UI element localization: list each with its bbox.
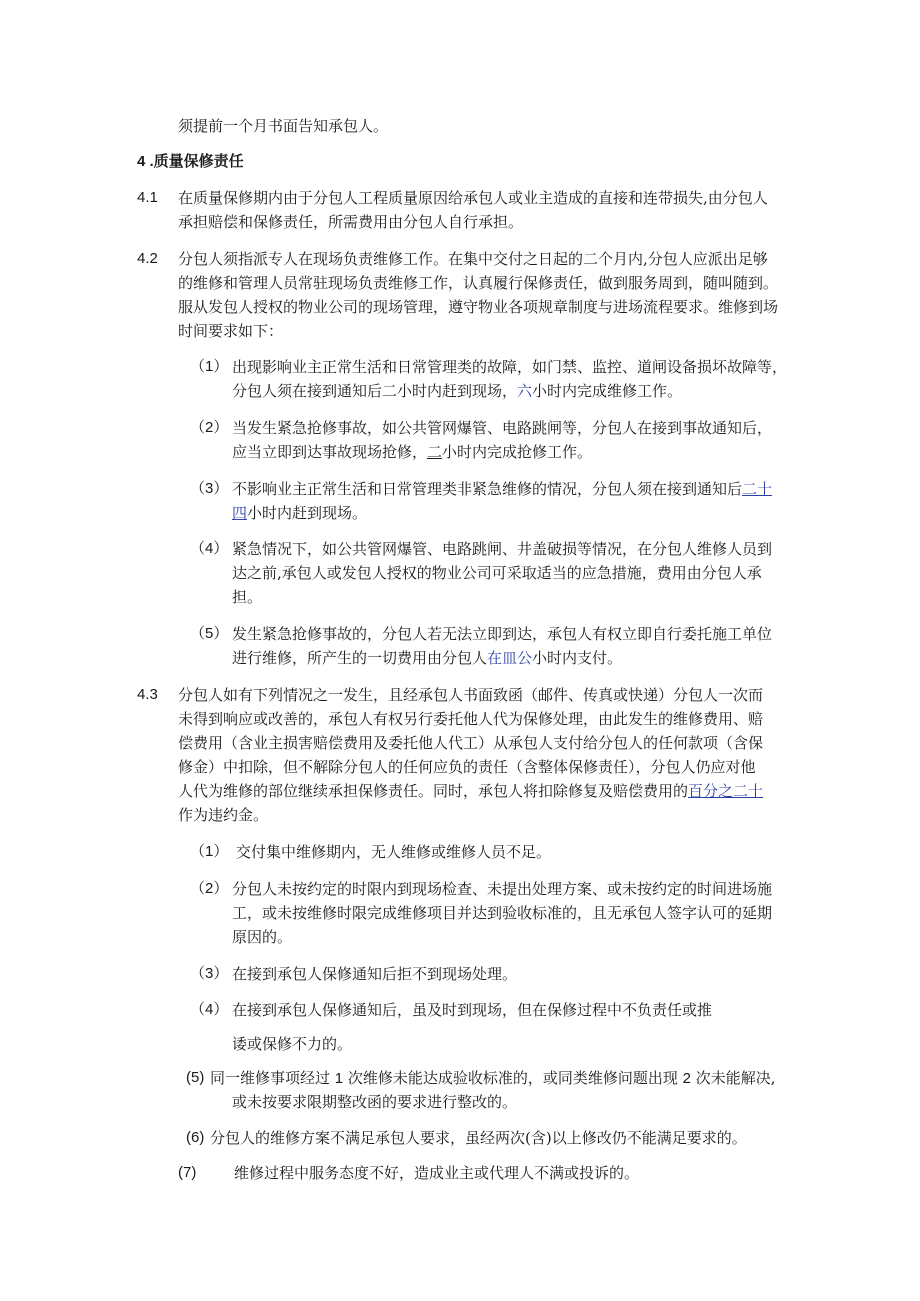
clause-4-2-number: 4.2 [137, 250, 158, 267]
item-number: 2 [682, 1070, 692, 1087]
clause-4-2-line: 服从发包人授权的物业公司的现场管理，遵守物业各项规章制度与进场流程要求。维修到场 [178, 298, 779, 316]
item-line: 紧急情况下，如公共管网爆管、电路跳闸、井盖破损等情况，在分包人维修人员到 [232, 540, 773, 558]
item-text: 小时内完成维修工作。 [532, 382, 683, 400]
item-label: （2） [190, 419, 229, 436]
item-text: 小时内支付。 [532, 649, 623, 667]
item-text: 不影响业主正常生活和日常管理类非紧急维修的情况，分包人须在接到通知后 [232, 480, 743, 498]
highlighted-value: 在皿公 [487, 649, 533, 667]
item-label: (7) [178, 1164, 197, 1181]
item-text: 小时内完成抢修工作。 [442, 443, 593, 461]
item-line: 达之前,承包人或发包人授权的物业公司可采取适当的应急措施，费用由分包人承 [232, 564, 762, 582]
item-text: 应当立即到达事故现场抢修， [232, 443, 428, 461]
item-label: (5) [186, 1069, 205, 1086]
clause-4-1-line: 在质量保修期内由于分包人工程质量原因给承包人或业主造成的直接和连带损失,由分包人 [178, 189, 768, 207]
item-line: 担。 [232, 588, 263, 606]
clause-4-3-line: 修金）中扣除，但不解除分包人的任何应负的责任（含整体保修责任），分包人仍应对他 [178, 758, 756, 776]
clause-4-2-line: 时间要求如下： [178, 322, 284, 340]
item-line [232, 503, 367, 523]
item-line [232, 479, 772, 499]
item-line: 交付集中维修期内，无人维修或维修人员不足。 [236, 843, 552, 861]
item-label: （5） [190, 625, 229, 642]
item-line [210, 1068, 776, 1089]
item-line [232, 442, 592, 462]
item-text: 同一维修事项经过 [210, 1069, 335, 1087]
clause-text: 人代为维修的部位继续承担保修责任。同时，承包人将扣除修复及赔偿费用的 [178, 782, 689, 800]
item-line: 在接到承包人保修通知后，虽及时到现场，但在保修过程中不负责任或推 [232, 1001, 713, 1019]
item-line: 在接到承包人保修通知后拒不到现场处理。 [232, 965, 518, 983]
clause-4-3-line: 分包人如有下列情况之一发生，且经承包人书面致函（邮件、传真或快递）分包人一次而 [178, 686, 764, 704]
highlighted-value: 六 [517, 382, 533, 400]
highlighted-value: 四 [232, 504, 248, 522]
clause-4-3-line [178, 781, 763, 801]
item-line: 诿或保修不力的。 [232, 1035, 353, 1053]
item-line: 或未按要求限期整改函的要求进行整改的。 [232, 1093, 518, 1111]
item-text: 进行维修，所产生的一切费用由分包人 [232, 649, 488, 667]
section-number: 4 [137, 153, 146, 170]
section-title: .质量保修责任 [149, 153, 244, 170]
item-line: 维修过程中服务态度不好，造成业主或代理人不满或投诉的。 [234, 1164, 640, 1182]
item-line [232, 648, 622, 668]
clause-4-3-number: 4.3 [137, 686, 158, 703]
item-line: 原因的。 [232, 928, 293, 946]
item-text: 次维修未能达成验收标准的，或同类维修问题出现 [343, 1069, 683, 1087]
clause-4-3-line: 未得到响应或改善的，承包人有权另行委托他人代为保修处理，由此发生的维修费用、赔 [178, 710, 764, 728]
item-line: 发生紧急抢修事故的，分包人若无法立即到达，承包人有权立即自行委托施工单位 [232, 625, 773, 643]
item-text: 分包人须在接到通知后二小时内赶到现场， [232, 382, 518, 400]
section-heading [137, 152, 244, 172]
item-label: （1） [190, 843, 229, 860]
item-line: 当发生紧急抢修事故，如公共管网爆管、电路跳闸等，分包人在接到事故通知后， [232, 419, 773, 437]
highlighted-value: 百分之二十 [688, 782, 764, 800]
highlighted-value: 二 [427, 443, 443, 461]
clause-4-3-line: 作为违约金。 [178, 806, 269, 824]
clause-4-1-line: 承担赔偿和保修责任，所需费用由分包人自行承担。 [178, 213, 524, 231]
item-number: 1 [334, 1070, 344, 1087]
item-text: 小时内赶到现场。 [247, 504, 368, 522]
item-label: (6) [186, 1129, 205, 1146]
clause-4-3-line: 偿费用（含业主损害赔偿费用及委托他人代工）从承包人支付给分包人的任何款项（含保 [178, 734, 764, 752]
item-label: （3） [190, 480, 229, 497]
clause-4-2-line: 分包人须指派专人在现场负责维修工作。在集中交付之日起的二个月内,分包人应派出足够 [178, 250, 768, 268]
intro-line: 须提前一个月书面告知承包人。 [178, 117, 389, 135]
item-label: （3） [190, 965, 229, 982]
item-label: （1） [190, 358, 229, 375]
item-label: （2） [190, 880, 229, 897]
clause-4-2-line: 的维修和管理人员常驻现场负责维修工作，认真履行保修责任，做到服务周到，随叫随到。 [178, 274, 779, 292]
item-line [232, 381, 682, 401]
item-line: 分包人未按约定的时限内到现场检查、未提出处理方案、或未按约定的时间进场施 [232, 880, 773, 898]
item-label: （4） [190, 540, 229, 557]
highlighted-value: 二十 [742, 480, 773, 498]
item-text: 次未能解决, [691, 1069, 776, 1087]
clause-4-1-number: 4.1 [137, 189, 158, 206]
item-label: （4） [190, 1001, 229, 1018]
item-line: 分包人的维修方案不满足承包人要求，虽经两次(含)以上修改仍不能满足要求的。 [210, 1129, 747, 1147]
item-line: 出现影响业主正常生活和日常管理类的故障，如门禁、监控、道闸设备损坏故障等， [232, 358, 788, 376]
item-line: 工，或未按维修时限完成维修项目并达到验收标准的，且无承包人签字认可的延期 [232, 904, 773, 922]
